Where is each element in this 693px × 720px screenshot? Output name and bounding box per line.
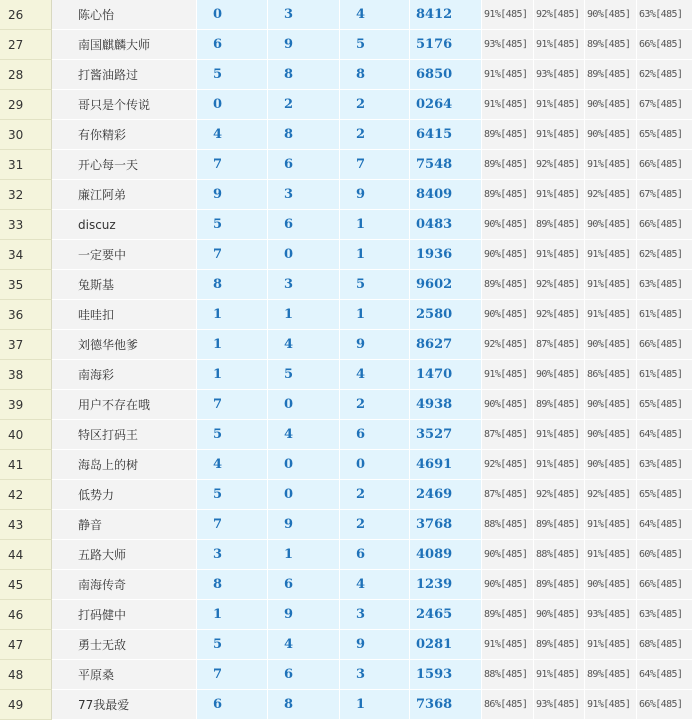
- rate-4-cell: 66%[485]: [637, 30, 693, 60]
- rate-4-cell: 63%[485]: [637, 600, 693, 630]
- rate-2-cell: 89%[485]: [534, 510, 585, 540]
- digit-3-cell: 9: [340, 630, 410, 660]
- code-cell: 1470: [410, 360, 482, 390]
- digit-1-cell: 8: [197, 570, 268, 600]
- digit-3-cell: 4: [340, 0, 410, 30]
- table-row: [0, 120, 693, 150]
- rank-cell: 46: [0, 600, 52, 630]
- rank-cell: 33: [0, 210, 52, 240]
- rate-3-cell: 91%[485]: [585, 240, 637, 270]
- table-row: [0, 300, 693, 330]
- username-cell: 南国麒麟大师: [52, 30, 197, 60]
- rate-2-cell: 93%[485]: [534, 690, 585, 720]
- code-cell: 8409: [410, 180, 482, 210]
- rank-cell: 37: [0, 330, 52, 360]
- digit-2-cell: 6: [268, 660, 340, 690]
- rate-1-cell: 91%[485]: [482, 60, 534, 90]
- rate-3-cell: 91%[485]: [585, 300, 637, 330]
- rate-2-cell: 91%[485]: [534, 240, 585, 270]
- digit-3-cell: 3: [340, 600, 410, 630]
- table-row: [0, 540, 693, 570]
- rank-cell: 32: [0, 180, 52, 210]
- digit-3-cell: 7: [340, 150, 410, 180]
- username-cell: discuz: [52, 210, 197, 240]
- rate-4-cell: 61%[485]: [637, 300, 693, 330]
- digit-2-cell: 0: [268, 240, 340, 270]
- code-cell: 7368: [410, 690, 482, 720]
- digit-1-cell: 1: [197, 330, 268, 360]
- table-row: [0, 270, 693, 300]
- rate-3-cell: 90%[485]: [585, 450, 637, 480]
- digit-1-cell: 7: [197, 240, 268, 270]
- digit-1-cell: 6: [197, 30, 268, 60]
- rate-1-cell: 90%[485]: [482, 210, 534, 240]
- digit-2-cell: 9: [268, 30, 340, 60]
- table-row: [0, 240, 693, 270]
- digit-2-cell: 3: [268, 0, 340, 30]
- username-cell: 平原桑: [52, 660, 197, 690]
- rate-2-cell: 91%[485]: [534, 120, 585, 150]
- rate-1-cell: 91%[485]: [482, 0, 534, 30]
- rate-3-cell: 89%[485]: [585, 660, 637, 690]
- rate-2-cell: 92%[485]: [534, 150, 585, 180]
- code-cell: 0264: [410, 90, 482, 120]
- table-row: [0, 390, 693, 420]
- digit-2-cell: 4: [268, 330, 340, 360]
- rate-4-cell: 63%[485]: [637, 0, 693, 30]
- rate-4-cell: 65%[485]: [637, 120, 693, 150]
- digit-1-cell: 5: [197, 60, 268, 90]
- rate-3-cell: 90%[485]: [585, 120, 637, 150]
- rate-3-cell: 91%[485]: [585, 630, 637, 660]
- digit-1-cell: 7: [197, 390, 268, 420]
- rate-2-cell: 91%[485]: [534, 420, 585, 450]
- rate-4-cell: 67%[485]: [637, 90, 693, 120]
- digit-1-cell: 4: [197, 450, 268, 480]
- code-cell: 2469: [410, 480, 482, 510]
- rate-1-cell: 90%[485]: [482, 300, 534, 330]
- digit-3-cell: 1: [340, 690, 410, 720]
- digit-3-cell: 9: [340, 180, 410, 210]
- rate-1-cell: 89%[485]: [482, 150, 534, 180]
- username-cell: 陈心怡: [52, 0, 197, 30]
- digit-2-cell: 9: [268, 600, 340, 630]
- rate-2-cell: 92%[485]: [534, 300, 585, 330]
- code-cell: 9602: [410, 270, 482, 300]
- rate-4-cell: 64%[485]: [637, 660, 693, 690]
- rate-1-cell: 88%[485]: [482, 660, 534, 690]
- digit-3-cell: 6: [340, 420, 410, 450]
- digit-2-cell: 4: [268, 630, 340, 660]
- rate-2-cell: 92%[485]: [534, 270, 585, 300]
- rank-cell: 28: [0, 60, 52, 90]
- username-cell: 用户不存在哦: [52, 390, 197, 420]
- rank-cell: 30: [0, 120, 52, 150]
- digit-1-cell: 7: [197, 660, 268, 690]
- rate-4-cell: 63%[485]: [637, 270, 693, 300]
- username-cell: 开心每一天: [52, 150, 197, 180]
- rate-1-cell: 91%[485]: [482, 630, 534, 660]
- code-cell: 8627: [410, 330, 482, 360]
- rate-1-cell: 92%[485]: [482, 330, 534, 360]
- rate-4-cell: 66%[485]: [637, 150, 693, 180]
- table-row: [0, 420, 693, 450]
- rate-3-cell: 89%[485]: [585, 30, 637, 60]
- rate-1-cell: 91%[485]: [482, 360, 534, 390]
- rank-cell: 38: [0, 360, 52, 390]
- code-cell: 3768: [410, 510, 482, 540]
- rate-1-cell: 89%[485]: [482, 270, 534, 300]
- rank-cell: 48: [0, 660, 52, 690]
- rank-cell: 49: [0, 690, 52, 720]
- code-cell: 2465: [410, 600, 482, 630]
- rate-2-cell: 89%[485]: [534, 390, 585, 420]
- rate-3-cell: 90%[485]: [585, 210, 637, 240]
- rate-2-cell: 87%[485]: [534, 330, 585, 360]
- rate-2-cell: 91%[485]: [534, 180, 585, 210]
- rate-3-cell: 90%[485]: [585, 330, 637, 360]
- table-row: [0, 570, 693, 600]
- digit-1-cell: 7: [197, 510, 268, 540]
- code-cell: 0483: [410, 210, 482, 240]
- username-cell: 打码健中: [52, 600, 197, 630]
- code-cell: 4691: [410, 450, 482, 480]
- rate-2-cell: 91%[485]: [534, 30, 585, 60]
- rate-1-cell: 88%[485]: [482, 510, 534, 540]
- rate-1-cell: 93%[485]: [482, 30, 534, 60]
- rate-3-cell: 90%[485]: [585, 0, 637, 30]
- rate-1-cell: 92%[485]: [482, 450, 534, 480]
- code-cell: 1239: [410, 570, 482, 600]
- rate-4-cell: 66%[485]: [637, 210, 693, 240]
- rate-4-cell: 64%[485]: [637, 420, 693, 450]
- rank-cell: 29: [0, 90, 52, 120]
- digit-2-cell: 8: [268, 120, 340, 150]
- digit-1-cell: 1: [197, 360, 268, 390]
- rate-4-cell: 60%[485]: [637, 540, 693, 570]
- rate-4-cell: 67%[485]: [637, 180, 693, 210]
- digit-2-cell: 6: [268, 210, 340, 240]
- digit-3-cell: 2: [340, 120, 410, 150]
- digit-2-cell: 2: [268, 90, 340, 120]
- digit-2-cell: 0: [268, 450, 340, 480]
- digit-1-cell: 5: [197, 420, 268, 450]
- code-cell: 2580: [410, 300, 482, 330]
- rate-3-cell: 93%[485]: [585, 600, 637, 630]
- digit-2-cell: 9: [268, 510, 340, 540]
- username-cell: 南海彩: [52, 360, 197, 390]
- digit-2-cell: 8: [268, 60, 340, 90]
- digit-2-cell: 0: [268, 480, 340, 510]
- table-row: [0, 180, 693, 210]
- rate-1-cell: 89%[485]: [482, 180, 534, 210]
- digit-1-cell: 1: [197, 600, 268, 630]
- rate-4-cell: 62%[485]: [637, 60, 693, 90]
- digit-1-cell: 5: [197, 480, 268, 510]
- rank-cell: 47: [0, 630, 52, 660]
- rate-2-cell: 88%[485]: [534, 540, 585, 570]
- rank-cell: 26: [0, 0, 52, 30]
- rate-3-cell: 92%[485]: [585, 180, 637, 210]
- digit-1-cell: 6: [197, 690, 268, 720]
- digit-3-cell: 1: [340, 300, 410, 330]
- rate-4-cell: 68%[485]: [637, 630, 693, 660]
- rate-1-cell: 86%[485]: [482, 690, 534, 720]
- digit-1-cell: 5: [197, 630, 268, 660]
- rank-cell: 42: [0, 480, 52, 510]
- digit-3-cell: 5: [340, 270, 410, 300]
- rate-2-cell: 89%[485]: [534, 210, 585, 240]
- table-row: [0, 480, 693, 510]
- digit-1-cell: 9: [197, 180, 268, 210]
- rate-2-cell: 89%[485]: [534, 570, 585, 600]
- digit-2-cell: 4: [268, 420, 340, 450]
- rate-4-cell: 66%[485]: [637, 330, 693, 360]
- table-row: [0, 150, 693, 180]
- table-row: [0, 360, 693, 390]
- rate-2-cell: 90%[485]: [534, 360, 585, 390]
- rate-2-cell: 92%[485]: [534, 0, 585, 30]
- digit-2-cell: 3: [268, 180, 340, 210]
- rate-1-cell: 89%[485]: [482, 120, 534, 150]
- digit-2-cell: 0: [268, 390, 340, 420]
- rate-3-cell: 91%[485]: [585, 150, 637, 180]
- rank-cell: 44: [0, 540, 52, 570]
- rate-2-cell: 91%[485]: [534, 90, 585, 120]
- rate-1-cell: 90%[485]: [482, 540, 534, 570]
- rate-2-cell: 91%[485]: [534, 450, 585, 480]
- table-row: [0, 630, 693, 660]
- rate-4-cell: 64%[485]: [637, 510, 693, 540]
- rate-4-cell: 66%[485]: [637, 570, 693, 600]
- rate-1-cell: 90%[485]: [482, 240, 534, 270]
- digit-1-cell: 3: [197, 540, 268, 570]
- rate-4-cell: 65%[485]: [637, 480, 693, 510]
- code-cell: 7548: [410, 150, 482, 180]
- rate-1-cell: 87%[485]: [482, 480, 534, 510]
- rate-3-cell: 90%[485]: [585, 90, 637, 120]
- digit-2-cell: 1: [268, 540, 340, 570]
- rank-cell: 36: [0, 300, 52, 330]
- rank-cell: 27: [0, 30, 52, 60]
- digit-3-cell: 2: [340, 90, 410, 120]
- digit-2-cell: 5: [268, 360, 340, 390]
- digit-3-cell: 8: [340, 60, 410, 90]
- digit-2-cell: 8: [268, 690, 340, 720]
- code-cell: 4938: [410, 390, 482, 420]
- rank-cell: 39: [0, 390, 52, 420]
- rate-3-cell: 91%[485]: [585, 270, 637, 300]
- username-cell: 低势力: [52, 480, 197, 510]
- username-cell: 廉江阿弟: [52, 180, 197, 210]
- rate-4-cell: 62%[485]: [637, 240, 693, 270]
- digit-3-cell: 1: [340, 210, 410, 240]
- rate-3-cell: 90%[485]: [585, 570, 637, 600]
- digit-3-cell: 2: [340, 510, 410, 540]
- rate-2-cell: 91%[485]: [534, 660, 585, 690]
- table-row: [0, 210, 693, 240]
- rate-2-cell: 93%[485]: [534, 60, 585, 90]
- username-cell: 哥只是个传说: [52, 90, 197, 120]
- digit-1-cell: 4: [197, 120, 268, 150]
- rate-1-cell: 87%[485]: [482, 420, 534, 450]
- digit-3-cell: 2: [340, 390, 410, 420]
- digit-2-cell: 6: [268, 150, 340, 180]
- rate-3-cell: 91%[485]: [585, 690, 637, 720]
- digit-3-cell: 5: [340, 30, 410, 60]
- username-cell: 一定要中: [52, 240, 197, 270]
- rank-cell: 34: [0, 240, 52, 270]
- rate-3-cell: 90%[485]: [585, 390, 637, 420]
- rate-3-cell: 90%[485]: [585, 420, 637, 450]
- rate-3-cell: 89%[485]: [585, 60, 637, 90]
- digit-2-cell: 3: [268, 270, 340, 300]
- code-cell: 1593: [410, 660, 482, 690]
- digit-3-cell: 9: [340, 330, 410, 360]
- digit-3-cell: 6: [340, 540, 410, 570]
- rate-1-cell: 90%[485]: [482, 390, 534, 420]
- rate-1-cell: 90%[485]: [482, 570, 534, 600]
- code-cell: 6415: [410, 120, 482, 150]
- digit-1-cell: 8: [197, 270, 268, 300]
- digit-2-cell: 6: [268, 570, 340, 600]
- digit-3-cell: 4: [340, 570, 410, 600]
- rank-cell: 43: [0, 510, 52, 540]
- username-cell: 哇哇扣: [52, 300, 197, 330]
- rate-1-cell: 91%[485]: [482, 90, 534, 120]
- digit-3-cell: 3: [340, 660, 410, 690]
- username-cell: 刘德华他爹: [52, 330, 197, 360]
- code-cell: 8412: [410, 0, 482, 30]
- rank-cell: 45: [0, 570, 52, 600]
- username-cell: 勇士无敌: [52, 630, 197, 660]
- table-row: [0, 60, 693, 90]
- digit-1-cell: 0: [197, 90, 268, 120]
- digit-1-cell: 5: [197, 210, 268, 240]
- rate-3-cell: 92%[485]: [585, 480, 637, 510]
- rate-4-cell: 66%[485]: [637, 690, 693, 720]
- rank-cell: 41: [0, 450, 52, 480]
- code-cell: 3527: [410, 420, 482, 450]
- code-cell: 0281: [410, 630, 482, 660]
- username-cell: 77我最爱: [52, 690, 197, 720]
- rate-2-cell: 89%[485]: [534, 630, 585, 660]
- code-cell: 1936: [410, 240, 482, 270]
- username-cell: 海岛上的树: [52, 450, 197, 480]
- username-cell: 打酱油路过: [52, 60, 197, 90]
- table-row: [0, 690, 693, 720]
- rate-3-cell: 91%[485]: [585, 510, 637, 540]
- digit-2-cell: 1: [268, 300, 340, 330]
- rate-2-cell: 90%[485]: [534, 600, 585, 630]
- table-row: [0, 90, 693, 120]
- table-row: [0, 600, 693, 630]
- username-cell: 有你精彩: [52, 120, 197, 150]
- rank-cell: 35: [0, 270, 52, 300]
- rate-4-cell: 63%[485]: [637, 450, 693, 480]
- rate-3-cell: 91%[485]: [585, 540, 637, 570]
- table-row: [0, 660, 693, 690]
- table-row: [0, 0, 693, 30]
- digit-1-cell: 7: [197, 150, 268, 180]
- username-cell: 南海传奇: [52, 570, 197, 600]
- username-cell: 兔斯基: [52, 270, 197, 300]
- digit-3-cell: 4: [340, 360, 410, 390]
- username-cell: 静音: [52, 510, 197, 540]
- rate-4-cell: 65%[485]: [637, 390, 693, 420]
- digit-1-cell: 1: [197, 300, 268, 330]
- table-row: [0, 330, 693, 360]
- code-cell: 6850: [410, 60, 482, 90]
- rate-4-cell: 61%[485]: [637, 360, 693, 390]
- digit-3-cell: 2: [340, 480, 410, 510]
- rate-1-cell: 89%[485]: [482, 600, 534, 630]
- digit-3-cell: 0: [340, 450, 410, 480]
- digit-3-cell: 1: [340, 240, 410, 270]
- rank-cell: 40: [0, 420, 52, 450]
- table-row: [0, 510, 693, 540]
- digit-1-cell: 0: [197, 0, 268, 30]
- rate-2-cell: 92%[485]: [534, 480, 585, 510]
- username-cell: 五路大师: [52, 540, 197, 570]
- rank-cell: 31: [0, 150, 52, 180]
- code-cell: 4089: [410, 540, 482, 570]
- username-cell: 特区打码王: [52, 420, 197, 450]
- table-row: [0, 450, 693, 480]
- rate-3-cell: 86%[485]: [585, 360, 637, 390]
- code-cell: 5176: [410, 30, 482, 60]
- table-row: [0, 30, 693, 60]
